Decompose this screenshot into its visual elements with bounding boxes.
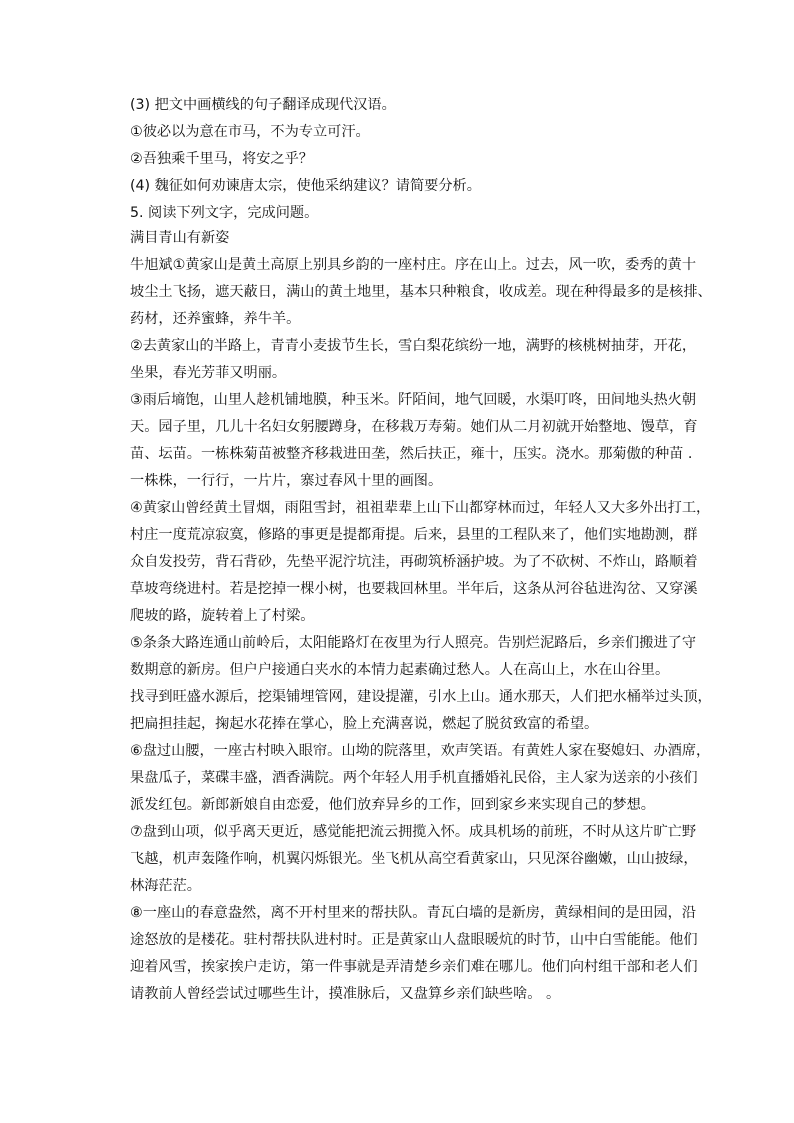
article-line: 众自发投劳，背石背砂，先垫平泥泞坑洼，再砌筑桥涵护坡。为了不砍树、不炸山，路顺着: [130, 554, 698, 570]
article-line: 草坡弯绕进村。若是挖掉一棵小树，也要栽回林里。半年后，这条从河谷毡进沟岔、又穿溪: [130, 581, 698, 597]
article-line: 找寻到旺盛水源后，挖渠铺埋管网，建设提灌，引水上山。通水那天，人们把水桶举过头顶，: [130, 689, 712, 705]
article-line: 数期意的新房。但户户接通白夹水的本情力起素确过愁人。人在高山上，水在山谷里。: [130, 662, 670, 678]
article-line: 药材，还养蜜蜂，养牛羊。: [130, 311, 301, 327]
article-line: 把扁担挂起，掬起水花捧在掌心，脸上充满喜说，燃起了脱贫致富的希望。: [130, 716, 599, 732]
question-4-heading: (4) 魏征如何劝谏唐太宗，使他采纳建议？请简要分析。: [130, 178, 481, 194]
article-line: 苗、坛苗。一栋株菊苗被整齐移栽进田垄，然后扶正，雍十，压实。浇水。那菊傲的种苗 .: [130, 446, 693, 462]
article-line: 爬坡的路，旋转着上了村梁。: [130, 608, 315, 624]
article-line: 飞越，机声轰隆作响，机翼闪烁银光。坐飞机从高空看黄家山，只见深谷幽嫩，山山披绿，: [130, 851, 698, 867]
article-line: 天。园子里，几儿十名妇女躬腰蹲身，在移栽万寿菊。她们从二月初就开始整地、馒草，育: [130, 419, 698, 435]
article-line: 请教前人曾经尝试过哪些生计，摸准脉后，又盘算乡亲们缺些啥。 。: [130, 986, 561, 1002]
article-line: ⑦盘到山项，似乎离天更近，感觉能把流云拥揽入怀。成具机场的前班，不时从这片旷亡野: [130, 824, 697, 840]
article-line: 村庄一度荒凉寂寞，修路的事更是提都甭提。后来，县里的工程队来了，他们实地勘测，群: [130, 527, 698, 543]
question-3-heading: (3) 把文中画横线的句子翻译成现代汉语。: [130, 97, 396, 113]
article-line: 途怒放的是楼花。驻村帮扶队进村时。正是黄家山人盘眼暖炕的时节，山中白雪能能。他们: [130, 932, 698, 948]
article-line: ③雨后墒饱，山里人趁机铺地膜，种玉米。阡陌间，地气回暖，水渠叮咚，田间地头热火朝: [130, 392, 697, 408]
article-line: 坐果，春光芳菲又明丽。: [130, 365, 287, 381]
article-line: ⑥盘过山腰，一座古村映入眼帘。山坳的院落里，欢声笑语。有黄姓人家在娶媳妇、办酒席，: [130, 743, 711, 759]
article-line: ④黄家山曾经黄土冒烟，雨阻雪封，祖祖辈辈上山下山都穿林而过，年轻人又大多外出打工，: [130, 500, 711, 516]
article-line: 派发红包。新郎新娘自由恋爱，他们放弃异乡的工作，回到家乡来实现自己的梦想。: [130, 797, 655, 813]
article-line: 迎着风雪，挨家挨户走访，第一件事就是弄清楚乡亲们难在哪儿。他们向村组干部和老人们: [130, 959, 698, 975]
article-line: ⑧一座山的春意盎然，离不开村里来的帮扶队。青瓦白墙的是新房，黄绿相间的是田园，沿: [130, 905, 697, 921]
article-title: 满目青山有新姿: [130, 230, 230, 246]
article-line: ⑤条条大路连通山前岭后，太阳能路灯在夜里为行人照亮。告别烂泥路后，乡亲们搬进了守: [130, 635, 697, 651]
article-line: 一株株，一行行，一片片，寨过春风十里的画图。: [130, 473, 443, 489]
article-line: 坡尘土飞扬，遮天蔽日，满山的黄土地里，基本只种粮食，收成差。现在种得最多的是核排、: [130, 284, 712, 300]
question-5-heading: 5. 阅读下列文字，完成问题。: [130, 205, 319, 221]
article-line: 果盘瓜子，菜碟丰盛，酒香满院。两个年轻人用手机直播婚礼民俗，主人家为送亲的小孩们: [130, 770, 698, 786]
document-body: [130, 94, 712, 1005]
article-line: 林海茫茫。: [130, 878, 201, 894]
article-line: 牛旭斌①黄家山是黄土高原上别具乡韵的一座村庄。序在山上。过去，风一吹，委秀的黄十: [130, 257, 697, 273]
article-line: ②去黄家山的半路上，青青小麦拔节生长，雪白梨花缤纷一地，满野的核桃树抽芽，开花，: [130, 338, 697, 354]
question-3-item-2: ②吾独乘千里马，将安之乎？: [130, 151, 313, 167]
question-3-item-1: ①彼必以为意在市马，不为专立可汗。: [130, 124, 370, 140]
